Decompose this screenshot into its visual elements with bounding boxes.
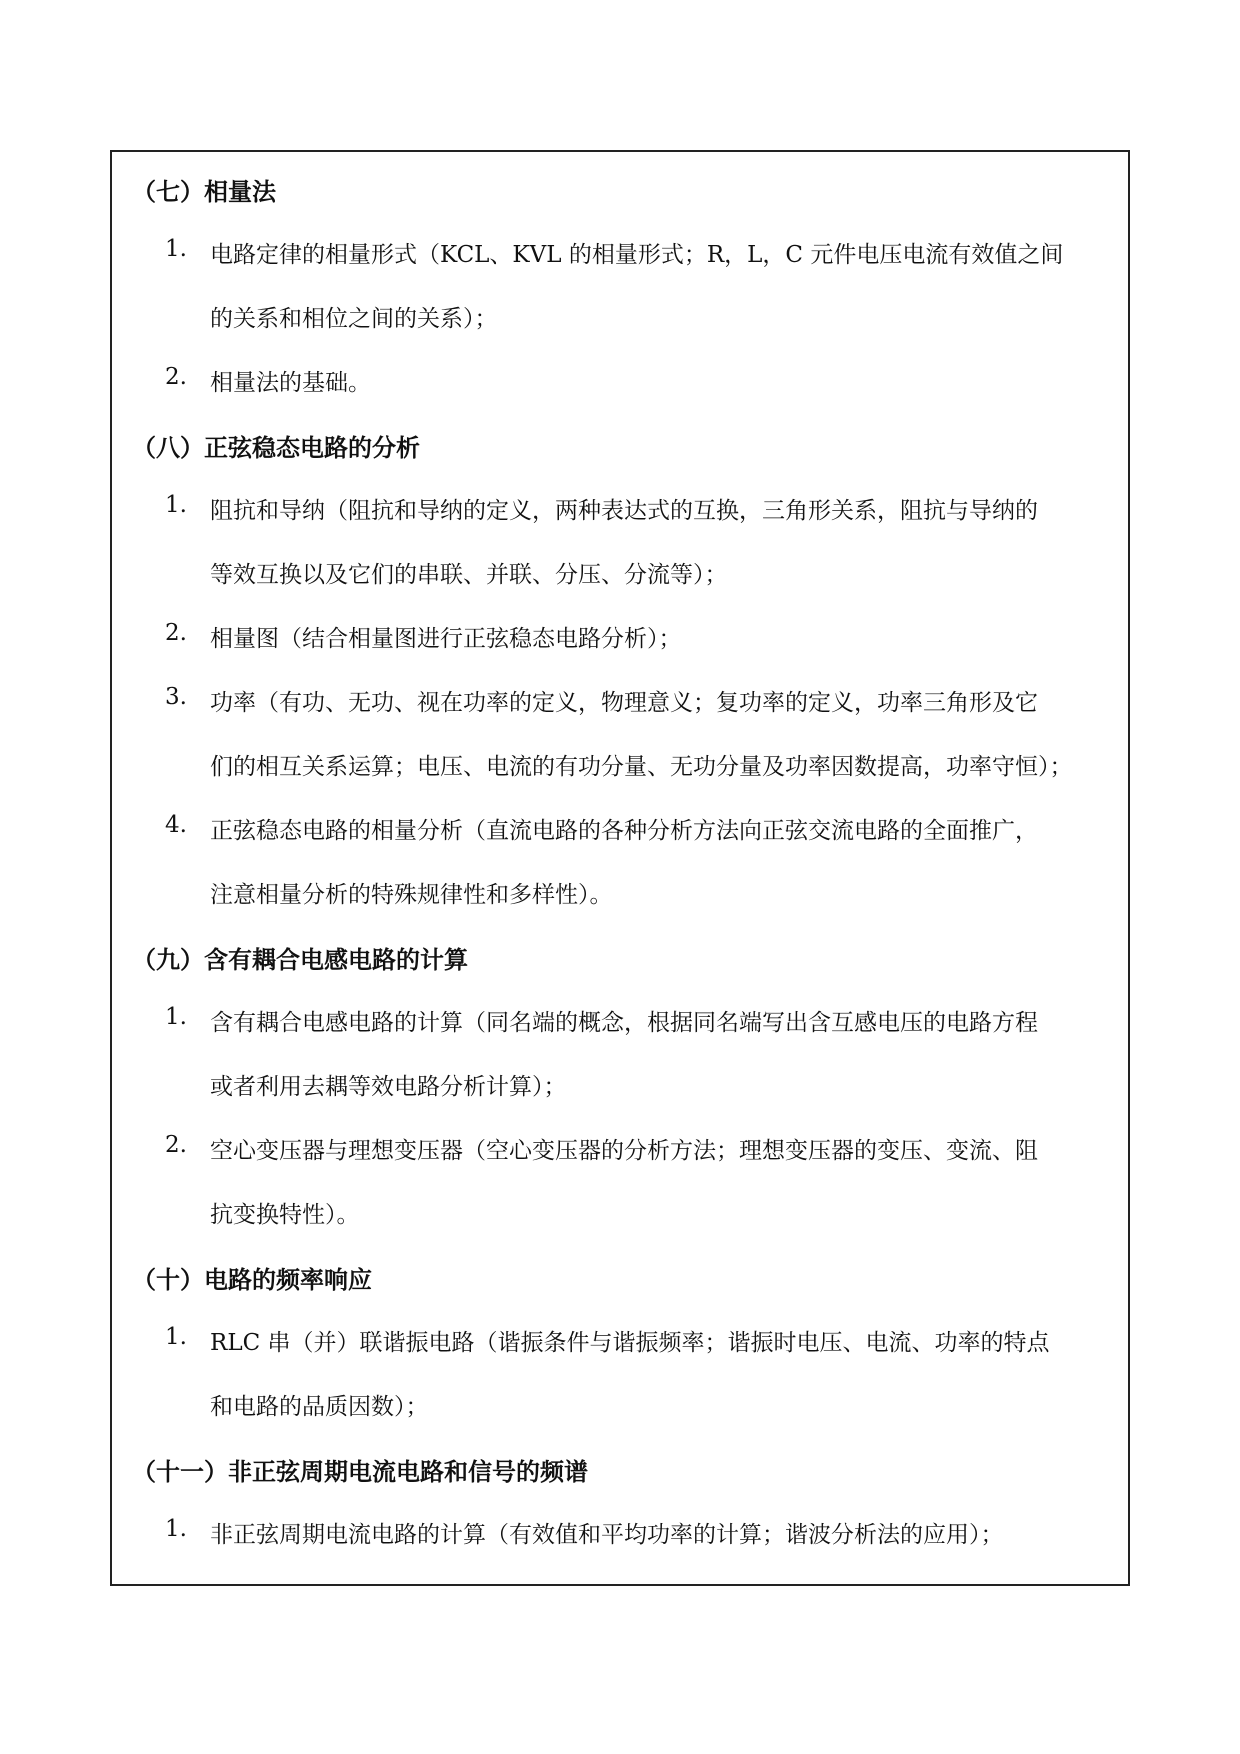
item-text: 含有耦合电感电路的计算（同名端的概念，根据同名端写出含互感电压的电路方程 <box>210 1010 1038 1036</box>
item-text-continued: 注意相量分析的特殊规律性和多样性）。 <box>210 882 613 908</box>
item-number: 1. <box>165 492 187 518</box>
item-number: 1. <box>165 1004 187 1030</box>
section-heading: （八）正弦稳态电路的分析 <box>132 433 420 462</box>
item-text-continued: 和电路的品质因数）； <box>210 1394 429 1420</box>
item-text: 正弦稳态电路的相量分析（直流电路的各种分析方法向正弦交流电路的全面推广， <box>210 818 1038 844</box>
section-heading: （十）电路的频率响应 <box>132 1265 372 1294</box>
item-text: 阻抗和导纳（阻抗和导纳的定义，两种表达式的互换，三角形关系，阻抗与导纳的 <box>210 498 1038 524</box>
item-number: 1. <box>165 1516 187 1542</box>
item-number: 4. <box>165 812 187 838</box>
item-text: 电路定律的相量形式（KCL、KVL 的相量形式；R，L，C 元件电压电流有效值之间 <box>210 242 1064 268</box>
item-text-continued: 等效互换以及它们的串联、并联、分压、分流等）； <box>210 562 728 588</box>
item-number: 3. <box>165 684 187 710</box>
item-text: 相量图（结合相量图进行正弦稳态电路分析）； <box>210 626 682 652</box>
item-text: 相量法的基础。 <box>210 370 371 396</box>
item-text-continued: 抗变换特性）。 <box>210 1202 360 1228</box>
item-text: 空心变压器与理想变压器（空心变压器的分析方法；理想变压器的变压、变流、阻 <box>210 1138 1038 1164</box>
item-number: 2. <box>165 620 187 646</box>
section-heading: （七）相量法 <box>132 177 276 206</box>
section-heading: （十一）非正弦周期电流电路和信号的频谱 <box>132 1457 588 1486</box>
item-number: 2. <box>165 1132 187 1158</box>
section-heading: （九）含有耦合电感电路的计算 <box>132 945 468 974</box>
item-number: 2. <box>165 364 187 390</box>
item-number: 1. <box>165 236 187 262</box>
item-text: RLC 串（并）联谐振电路（谐振条件与谐振频率；谐振时电压、电流、功率的特点 <box>210 1330 1050 1356</box>
item-text-continued: 的关系和相位之间的关系）； <box>210 306 498 332</box>
item-number: 1. <box>165 1324 187 1350</box>
item-text-continued: 或者利用去耦等效电路分析计算）； <box>210 1074 567 1100</box>
item-text-continued: 们的相互关系运算；电压、电流的有功分量、无功分量及功率因数提高，功率守恒）； <box>210 754 1073 780</box>
item-text: 功率（有功、无功、视在功率的定义，物理意义；复功率的定义，功率三角形及它 <box>210 690 1038 716</box>
content-frame <box>110 150 1130 1586</box>
item-text: 非正弦周期电流电路的计算（有效值和平均功率的计算；谐波分析法的应用）； <box>210 1522 1004 1548</box>
